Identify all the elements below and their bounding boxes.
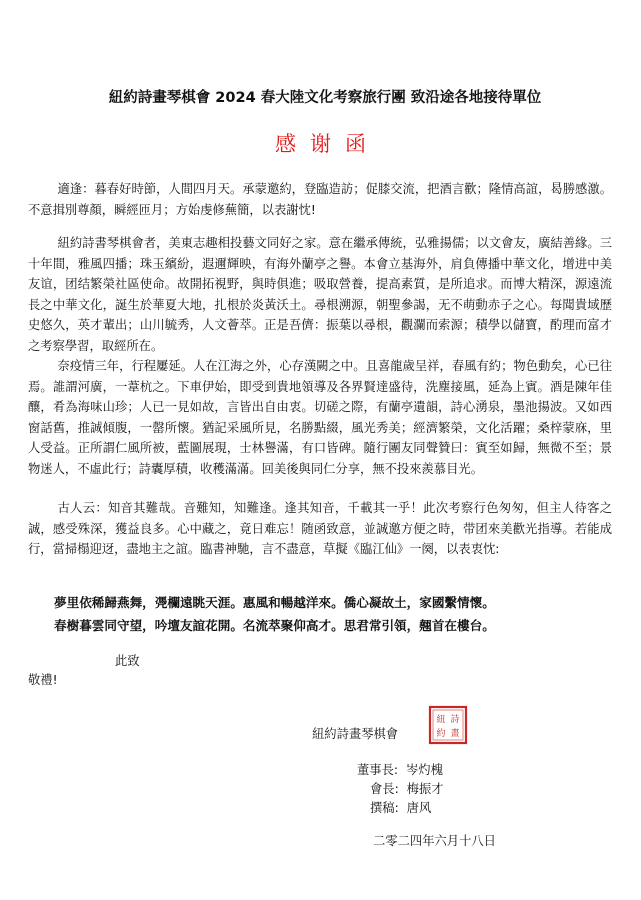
- paragraph-thanks: 古人云：知音其難哉。音難知，知難逢。逢其知音，千載其一乎！此次考察行色匆匆，但主人待客之誠，感受殊深，獲益良多。心中藏之，竟日难忘！随函致意，並誠邀方便之時，带团來美歡光指導。若能成行，當掃榻迎迓，盡地主之誼。臨書神馳，言不盡意，草擬《臨江仙》一阕，以表衷忱:: [28, 501, 612, 556]
- closing-regards: 敬禮!: [28, 673, 58, 687]
- signature-chairman: [357, 760, 443, 778]
- seal-stamp: [428, 705, 468, 745]
- signature-organization: 紐約詩畫琴棋會: [312, 727, 399, 741]
- svg-text:約: 約: [436, 729, 446, 739]
- chairman-name: 岑灼槐: [405, 763, 443, 777]
- letter-date: 二零二四年六月十八日: [373, 834, 496, 848]
- poem-line-1: 夢里依稀歸燕舞，凴欄遠眺天涯。惠風和暢越洋來。僑心凝故土，家國繫情懷。: [54, 595, 495, 610]
- svg-text:紐: 紐: [436, 715, 446, 725]
- paragraph-introduction: 紐約詩書琴棋會者，美東志趣相投藝文同好之家。意在繼承傳統，弘雅揚儒；以文會友，廣結善緣。三十年間，雅風四播；珠玉繽紛，遐邇輝映，有海外蘭亭之譽。本會立基海外，肩負傳播中華文化，增进中美友谊，团结繁榮社區使命。故開拓視野，與時俱進；吸取營養，提高素質，是所追求。而博大精深，源遠流長之中華文化，誕生於華夏大地，扎根於炎黃沃土。尋根溯源，朝聖參謁，无不萌動赤子之心。每聞貴域歷史悠久，英才輩出；山川毓秀，人文薈萃。正是吾儕：振葉以尋根，觀瀾而索源；積學以儲寶，酌理而富才之考察學習，取經所在。: [28, 236, 612, 353]
- chairman-title: 董事長:: [357, 763, 399, 777]
- president-title: 會長:: [370, 782, 399, 796]
- letter-subtitle: 感谢函: [275, 132, 380, 156]
- writer-title: 撰稿:: [370, 801, 399, 815]
- letter-title: 紐約詩畫琴棋會 2024 春大陸文化考察旅行團 致沿途各地接待單位: [108, 90, 542, 106]
- president-name: 梅振才: [406, 782, 444, 796]
- svg-text:詩: 詩: [450, 715, 460, 725]
- poem-line-2: 春樹暮雲同守望，吟壇友誼花開。名流萃聚仰高才。思君常引領，翹首在樓台。: [54, 618, 495, 633]
- writer-name: 唐风: [406, 801, 432, 815]
- closing-salutation: 此致: [115, 654, 140, 668]
- paragraph-greeting: 適逢：暮春好時節，人間四月天。承蒙邀約，登臨造訪；促膝交流，把酒言歡；隆情高誼，曷勝感激。不意揖別尊顏，瞬經匝月；方始虔修蕪簡，以表謝忱!: [28, 182, 612, 217]
- signature-president: [370, 779, 444, 797]
- svg-text:畫: 畫: [450, 729, 460, 739]
- signature-writer: [370, 798, 431, 816]
- paragraph-visit: 奈疫情三年，行程屢延。人在江海之外，心存漢闕之中。且喜龍歲呈祥，春風有約；物色動矣，心已往焉。誰謂河廣，一葦杭之。下車伊始，即受到貴地領導及各界賢達盛待，洗塵接風，延為上賓。酒是陳年佳釀，肴為海味山珍；人已一見如故，言皆出自由衷。切磋之際，有蘭亭遺韻，詩心湧泉，墨池揚波。又如西窗話舊，推誠傾腹，一罄所懷。猶記采風所見，名勝點綴，風光秀美；經濟繁榮，文化活躍；桑梓蒙庥，里人受益。正所謂仁風所被，藍圖展現，士林譽滿，有口皆碑。隨行團友同聲贊曰：賓至如歸，無微不至；景物迷人，不虛此行；詩囊厚積，收穫滿滿。回美後與同仁分享，無不投來羨慕目光。: [28, 359, 612, 476]
